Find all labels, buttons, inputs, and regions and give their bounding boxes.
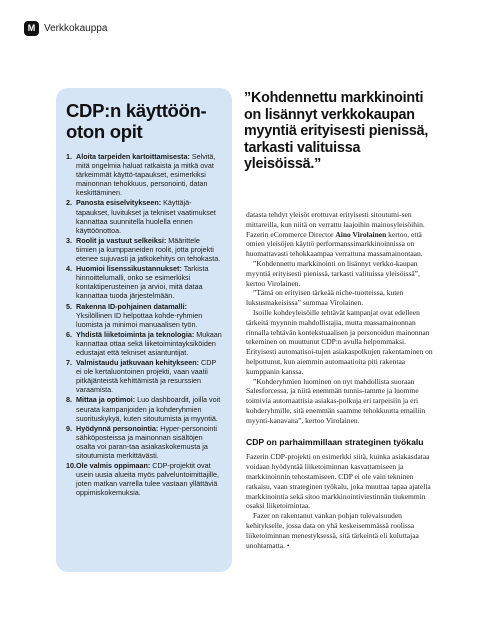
lesson-text xyxy=(76,152,222,197)
lesson-item xyxy=(66,461,222,497)
lesson-label: Panosta esiselvitykseen: xyxy=(76,198,162,208)
lesson-number: 1. xyxy=(66,152,72,161)
article-paragraph xyxy=(246,308,438,377)
lesson-label: Ole valmis oppimaan: xyxy=(76,461,151,471)
article-paragraph xyxy=(246,288,438,308)
pull-quote: ”Kohdennettu markkinointi on lisännyt verkkokaupan myyntiä erityisesti pienissä, tarkasti valituissa yleisöissä.” xyxy=(244,90,429,172)
lesson-label: Mittaa ja optimoi: xyxy=(76,395,136,405)
lesson-item xyxy=(66,395,222,422)
lesson-description: CDP-projektit ovat usein uusia alueita myös palveluntoimittajille, joten matkan varrella tulee vastaan yllättäviä oppimiskokemuksia. xyxy=(76,461,220,498)
section-title: Verkkokauppa xyxy=(44,22,108,34)
lesson-number: 3. xyxy=(66,235,72,245)
lesson-description: Yksilöllinen ID helpottaa kohde-ryhmien luomista ja minimoi manuaalisen työn. xyxy=(76,310,203,329)
lesson-item xyxy=(66,358,222,394)
lessons-list xyxy=(66,152,222,497)
paragraph-text: kertoo, että omien yleisöjen käyttö performanssimarkkinoinnissa on huomattavasti tehokkaampaa verrattuna massamainontaan. xyxy=(246,229,423,259)
lesson-item xyxy=(66,152,222,197)
lesson-number: 7. xyxy=(66,358,72,368)
lesson-label: Valmistaudu jatkuvaan kehitykseen: xyxy=(76,358,200,368)
article-subheading: CDP on parhaimmillaan strateginen työkalu xyxy=(246,436,424,447)
article-paragraph xyxy=(246,210,438,259)
paragraph-text: ”Tämä on erityisen tärkeää niche-tuotteissa, kuten luksusmakeisissa” summaa Virolainen. xyxy=(246,288,404,308)
lesson-item xyxy=(66,236,222,263)
lesson-label: Hyödynnä personointia: xyxy=(76,423,159,433)
paragraph-text: ”Kohderyhmien luominen on nyt mahdollista suoraan Salesforcessa, ja niitä enemmän tunnis-tamme ja luomme toimivia automaattisia asiakas-polkuja eri tarpeisiin ja eri kohderyhmille, sitä enemmän saamme tehokkuutta emailiin myynti-kanavana”, kertoo Virolainen. xyxy=(246,376,426,425)
lesson-label: Aloita tarpeiden kartoittamisesta: xyxy=(76,152,190,161)
lesson-label: Rakenna ID-pohjainen datamalli: xyxy=(76,301,188,311)
lesson-description: Luo dashboardit, joilla voit seurata kampanjoiden ja kohderyhmien suorituskykyä, kuten sitoutumista ja myyntiä. xyxy=(76,395,221,423)
lesson-text xyxy=(76,395,222,422)
lesson-item xyxy=(66,264,222,300)
lessons-sidebar xyxy=(56,88,232,572)
sidebar-title: CDP:n käyttöön-oton opit xyxy=(66,100,207,142)
lesson-text xyxy=(76,461,222,497)
person-name: Aino Virolainen xyxy=(335,229,387,239)
lesson-description: Hyper-personointi sähköposteissa ja mainonnan sisältöjen osalta voi paran-taa asiakaskokemusta ja sitoutumista merkittävästi. xyxy=(76,423,217,460)
paragraph-text: Fazer on rakentanut vankan pohjan tulevaisuuden kehitykselle, jossa data on yhä keskeisemmässä roolissa liiketoiminnan menestyksessä, sitä tärkeintä eli kuluttajaa unohtamatta. • xyxy=(246,511,419,550)
lesson-number: 4. xyxy=(66,264,72,274)
lesson-text xyxy=(76,424,222,460)
lesson-text xyxy=(76,236,222,263)
lesson-description: Tarkista hinnoittelumalli, onko se esimerkiksi kontaktiperusteinen ja arvioi, mitä dataa kannattaa tuoda järjestelmään. xyxy=(76,264,209,301)
lesson-number: 8. xyxy=(66,395,72,405)
lesson-label: Yhdistä liiketoiminta ja teknologia: xyxy=(76,329,195,339)
article-body xyxy=(246,210,438,550)
lesson-description: Määrittele tiimien ja kumppaneiden roolit, jotta projekti etenee sujuvasti ja jatkokehitys on tehokasta. xyxy=(76,235,221,264)
lesson-text xyxy=(76,264,222,300)
lesson-description: CDP ei ole kertaluontoinen projekti, vaan vaatii pitkäjänteistä kehittämistä ja resurssien varaamista. xyxy=(76,358,217,395)
article-paragraph xyxy=(246,511,438,550)
lesson-number: 9. xyxy=(66,423,72,433)
lesson-description: Käyttäjä-tapaukset, luvitukset ja tekniset vaatimukset kannattaa suunnitella huolella ennen käyttöönottoa. xyxy=(76,198,216,235)
lesson-description: Selvitä, mitä ongelmia haluat ratkaista ja mitkä ovat tärkeimmät käyttö-tapaukset, esimerkiksi mainonnan tehokkuus, personointi, datan keskittäminen. xyxy=(76,152,216,198)
lesson-item xyxy=(66,198,222,234)
paragraph-text: Fazerin CDP-projekti on esimerkki siitä, kuinka asiakasdataa voidaan hyödyntää liiketoiminnan kasvattamiseen ja markkinoinnin tehostamiseen. CDP ei ole vain tekninen ratkaisu, vaan strateginen työkalu, joka muuttaa tapaa ajatella markkinointia sekä sitoo markkinointiviestinnän tiukemmin osaksi liiketoimintaa. xyxy=(246,452,431,511)
lesson-text xyxy=(76,302,222,329)
lesson-number: 5. xyxy=(66,301,72,311)
page-header xyxy=(24,20,107,36)
lesson-text xyxy=(76,198,222,234)
lesson-item xyxy=(66,424,222,460)
article-paragraph xyxy=(246,452,438,511)
lesson-text xyxy=(76,330,222,357)
article-paragraphs xyxy=(246,210,438,426)
lesson-description: Mukaan kannattaa ottaa sekä liiketoimintayksiköiden edustajat että tekniset asiantuntijat. xyxy=(76,329,222,357)
lesson-item xyxy=(66,330,222,357)
paragraph-text: Isoille kohdeyleisöille tehtävät kampanjat ovat edelleen tärkeitä myynnin mahdollistajia, mutta massamainonnan rinnalla tehtävän kontekstuaalisen ja personoidun mainonnan tekeminen on muuttunut CDP:n avulla helpommaksi. Erityisesti automatisoi-tujen asiakaspolkujen rakentaminen on helpottunut, kun aiemmin automaatioita piti rakentaa kumppanin kanssa. xyxy=(246,307,433,376)
paragraph-text: ”Kohdennettu markkinointi on lisännyt verkko-kaupan myyntiä erityisesti pienissä, tarkasti valituissa yleisöissä”, kertoo Virolainen. xyxy=(246,258,420,288)
lesson-label: Huomioi lisenssikustannukset: xyxy=(76,264,182,274)
article-paragraph xyxy=(246,377,438,426)
lesson-number: 10. xyxy=(66,461,76,471)
lesson-item xyxy=(66,302,222,329)
lesson-number: 6. xyxy=(66,329,72,339)
lesson-number: 2. xyxy=(66,198,72,208)
paragraph-text: datasta tehdyt yleisöt erottuvat erityisesti sitoutumi-sen mittareilla, kun niitä on verrattu laajoihin mainosyleisöihin. Fazerin eCommerce Director xyxy=(246,210,425,239)
lesson-text xyxy=(76,358,222,394)
article-paragraphs-2 xyxy=(246,452,438,550)
lesson-label: Roolit ja vastuut selkeiksi: xyxy=(76,235,167,245)
magazine-logo: M xyxy=(24,21,39,36)
article-paragraph xyxy=(246,259,438,288)
